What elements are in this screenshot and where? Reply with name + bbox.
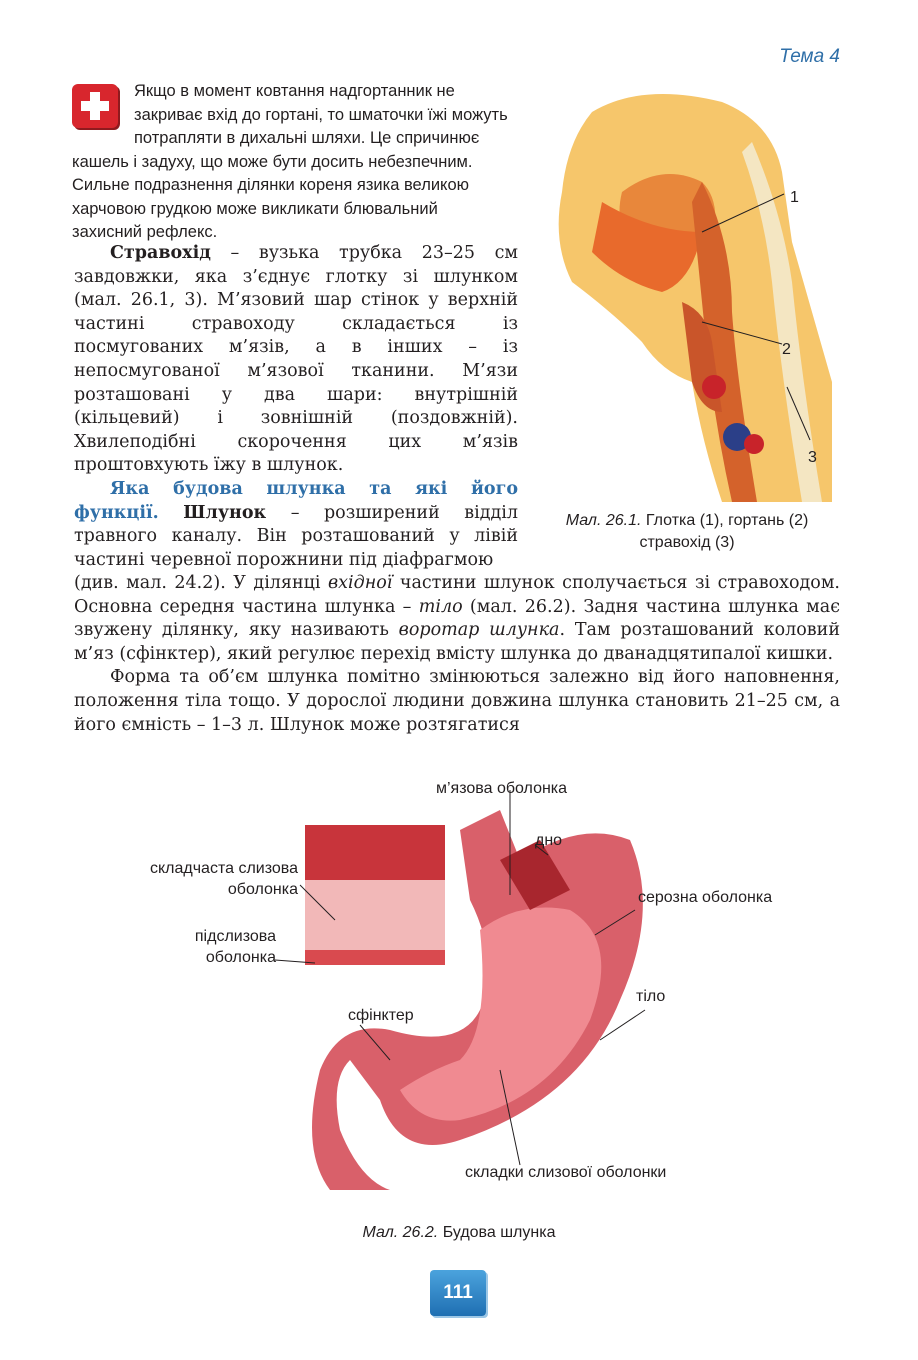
label-submucosa-line1: підслизова bbox=[194, 928, 276, 945]
chapter-label: Тема 4 bbox=[779, 46, 840, 67]
term-body: тіло bbox=[418, 596, 463, 617]
stomach-illustration bbox=[100, 770, 820, 1190]
caption-text: Глотка (1), гортань (2) стравохід (3) bbox=[639, 512, 809, 551]
label-fundus: дно bbox=[535, 832, 563, 849]
page-number: 111 bbox=[430, 1270, 486, 1316]
label-mucosa-folds: складки слизової оболонки bbox=[465, 1164, 667, 1181]
label-submucosa bbox=[112, 926, 276, 968]
stomach-text: – розширений відділ травного каналу. Він розташований у лівій частині черевної порожнини під діафрагмою bbox=[74, 502, 518, 570]
figure1-caption bbox=[532, 510, 842, 554]
fig1-label-2: 2 bbox=[782, 341, 791, 358]
label-folded-mucosa bbox=[112, 858, 298, 900]
label-serosa: серозна оболонка bbox=[638, 889, 773, 906]
figure2-caption bbox=[0, 1224, 918, 1242]
caption-label: Мал. 26.1. bbox=[565, 512, 642, 529]
caption-label: Мал. 26.2. bbox=[362, 1224, 439, 1241]
term-stomach: Шлунок bbox=[183, 502, 267, 523]
paragraph-stomach bbox=[74, 478, 518, 572]
paragraph-esophagus bbox=[74, 242, 518, 478]
paragraph-shape: Форма та об’єм шлунка помітно змінюються залежно від його наповнення, положення тіла тощо. У дорослої людини довжина шлунка становить 21–25 см, а його ємність – 1–3 л. Шлунок може розтягатися bbox=[74, 667, 840, 735]
text-full-width bbox=[74, 572, 840, 737]
term-pylorus: воротар шлунка bbox=[398, 620, 560, 641]
pharynx-illustration bbox=[532, 82, 832, 502]
section-question: Яка будова шлунка та які його функції. bbox=[74, 478, 518, 523]
text-run: (див. мал. 24.2). У ділянці bbox=[74, 573, 328, 593]
label-submucosa-line2: оболонка bbox=[205, 949, 276, 966]
fig1-label-1: 1 bbox=[790, 189, 799, 206]
text-run: . Там розташований коловий м’яз (сфінктер), який регулює перехід вмісту шлунка до дванадцятипалої кишки. bbox=[74, 620, 840, 664]
label-body: тіло bbox=[636, 988, 666, 1005]
term-inlet: вхідної bbox=[327, 573, 393, 593]
paragraph-stomach-cont bbox=[74, 572, 840, 666]
label-folded-mucosa-line2: оболонка bbox=[227, 881, 298, 898]
note-text: Якщо в момент ковтання надгортанник не закриває вхід до гортані, то шматочки їжі можуть потрапляти в дихальні шляхи. Це спричинює кашель і задуху, що може бути досить небезпечним. Сильне подразнення ділянки кореня язика великою харчовою грудкою може викликати блювальний захисний рефлекс. bbox=[72, 82, 508, 241]
label-folded-mucosa-line1: складчаста слизова bbox=[149, 860, 298, 877]
label-sphincter: сфінктер bbox=[348, 1007, 414, 1024]
text-run: (мал. 26.2). Задня частина шлунка має звужену ділянку, яку називають bbox=[74, 596, 840, 641]
label-muscle-layer: м’язова оболонка bbox=[436, 780, 568, 797]
text-column bbox=[74, 242, 518, 572]
term-esophagus: Стравохід bbox=[110, 243, 211, 263]
fig1-label-3: 3 bbox=[808, 449, 817, 466]
text-run: частини шлунок сполучається зі стравоходом. Основна середня частина шлунка – bbox=[74, 573, 840, 617]
note-box bbox=[72, 80, 512, 245]
caption-text: Будова шлунка bbox=[438, 1224, 556, 1241]
esophagus-text: – вузька трубка 23–25 см завдовжки, яка з’єднує глотку зі шлунком (мал. 26.1, 3). М’язовий шар стінок у верхній частині стравоходу складається із посмугованих м’язів, а в інших – із непосмугованої м’язової тканини. М’язи розташовані у два шари: внутрішній (кільцевий) і зовнішній (поздовжній). Хвилеподібні скорочення цих м’язів проштовхують їжу в шлунок. bbox=[74, 243, 518, 476]
